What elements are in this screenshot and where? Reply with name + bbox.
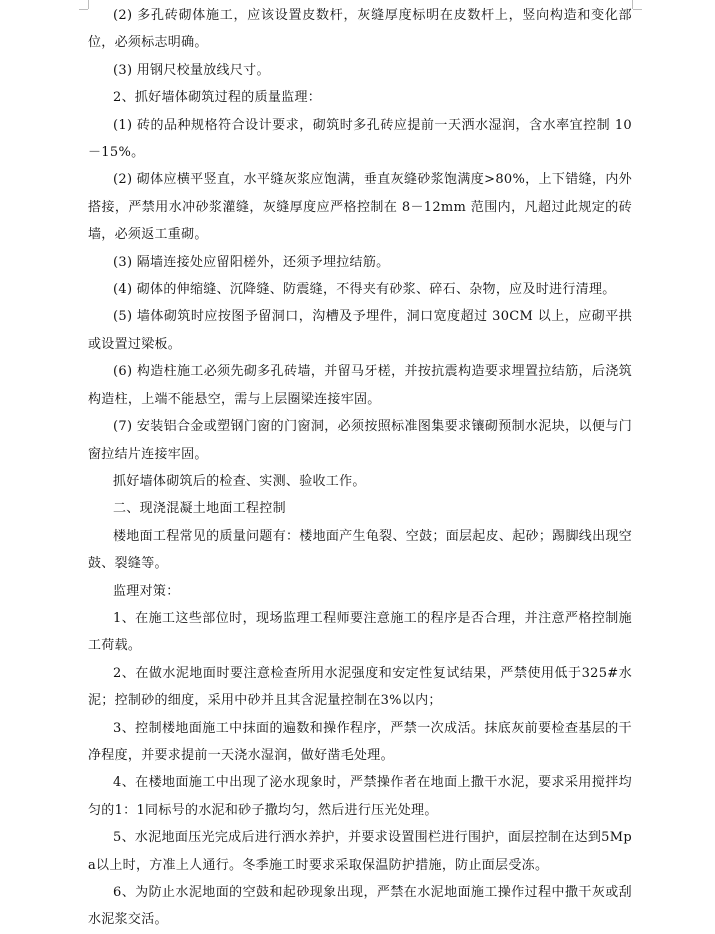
paragraph-item-2-marking: (2) 多孔砖砌体施工，应该设置皮数杆，灰缝厚度标明在皮数杆上，竖向构造和变化部位，必须标志明确。 <box>88 8 632 51</box>
paragraph-expansion-joints: (4) 砌体的伸缩缝、沉降缝、防震缝，不得夹有砂浆、碎石、杂物，应及时进行清理。 <box>113 282 616 298</box>
paragraph-item-3-measure: (3) 用钢尺校量放线尺寸。 <box>113 62 270 78</box>
margin-mark-right <box>632 0 633 9</box>
paragraph-window-openings: (7) 安装铝合金或塑钢门窗的门窗洞，必须按照标准图集要求镶砌预制水泥块，以便与门窗拉结片连接牢固。 <box>88 419 632 462</box>
paragraph-section-2-heading: 2、抓好墙体砌筑过程的质量监理： <box>113 90 322 106</box>
document-body <box>88 2 632 934</box>
paragraph-countermeasure-5: 5、水泥地面压光完成后进行洒水养护，并要求设置围栏进行围护，面层控制在达到5Mpa以上时，方准上人通行。冬季施工时要求采取保温防护措施，防止面层受冻。 <box>88 830 632 873</box>
paragraph-countermeasures-heading: 监理对策： <box>113 583 180 599</box>
margin-mark-right-h <box>633 9 642 10</box>
paragraph-countermeasure-6: 6、为防止水泥地面的空鼓和起砂现象出现，严禁在水泥地面施工操作过程中撒干灰或刮水泥浆交活。 <box>88 885 632 928</box>
paragraph-countermeasure-3: 3、控制楼地面施工中抹面的遍数和操作程序，严禁一次成活。抹底灰前要检查基层的干净程度，并要求提前一天浇水湿润，做好凿毛处理。 <box>88 720 632 763</box>
paragraph-section-two-title: 二、现浇混凝土地面工程控制 <box>113 501 286 517</box>
paragraph-brick-spec: (1) 砖的品种规格符合设计要求，砌筑时多孔砖应提前一天洒水湿润，含水率宜控制 10－15%。 <box>88 117 632 161</box>
paragraph-common-problems: 楼地面工程常见的质量问题有：楼地面产生龟裂、空鼓；面层起皮、起砂；踢脚线出现空鼓、裂缝等。 <box>88 528 632 572</box>
paragraph-countermeasure-4: 4、在楼地面施工中出现了泌水现象时，严禁操作者在地面上撒干水泥，要求采用搅拌均匀的1：1同标号的水泥和砂子撒均匀，然后进行压光处理。 <box>88 775 632 818</box>
paragraph-inspection: 抓好墙体砌筑后的检查、实测、验收工作。 <box>113 473 366 489</box>
paragraph-countermeasure-2: 2、在做水泥地面时要注意检查所用水泥强度和安定性复试结果，严禁使用低于325#水泥；控制砂的细度，采用中砂并且其含泥量控制在3%以内； <box>88 665 632 709</box>
margin-mark-left-h <box>79 9 88 10</box>
paragraph-masonry-joints: (2) 砌体应横平竖直，水平缝灰浆应饱满，垂直灰缝砂浆饱满度>80%，上下错缝，内外搭接，严禁用水冲砂浆灌缝，灰缝厚度应严格控制在 8－12mm 范围内，凡超过此规定的砖墙，必须返工重砌。 <box>88 172 632 243</box>
paragraph-structural-columns: (6) 构造柱施工必须先砌多孔砖墙，并留马牙槎，并按抗震构造要求埋置拉结筋，后浇筑构造柱，上端不能悬空，需与上层圈梁连接牢固。 <box>88 364 632 407</box>
paragraph-openings: (5) 墙体砌筑时应按图予留洞口，沟槽及予埋件，洞口宽度超过 30CM 以上，应砌平拱或设置过梁板。 <box>88 309 632 352</box>
paragraph-partition-connection: (3) 隔墙连接处应留阳槎外，还须予埋拉结筋。 <box>113 254 390 270</box>
paragraph-countermeasure-1: 1、在施工这些部位时，现场监理工程师要注意施工的程序是否合理，并注意严格控制施工荷载。 <box>88 610 632 654</box>
